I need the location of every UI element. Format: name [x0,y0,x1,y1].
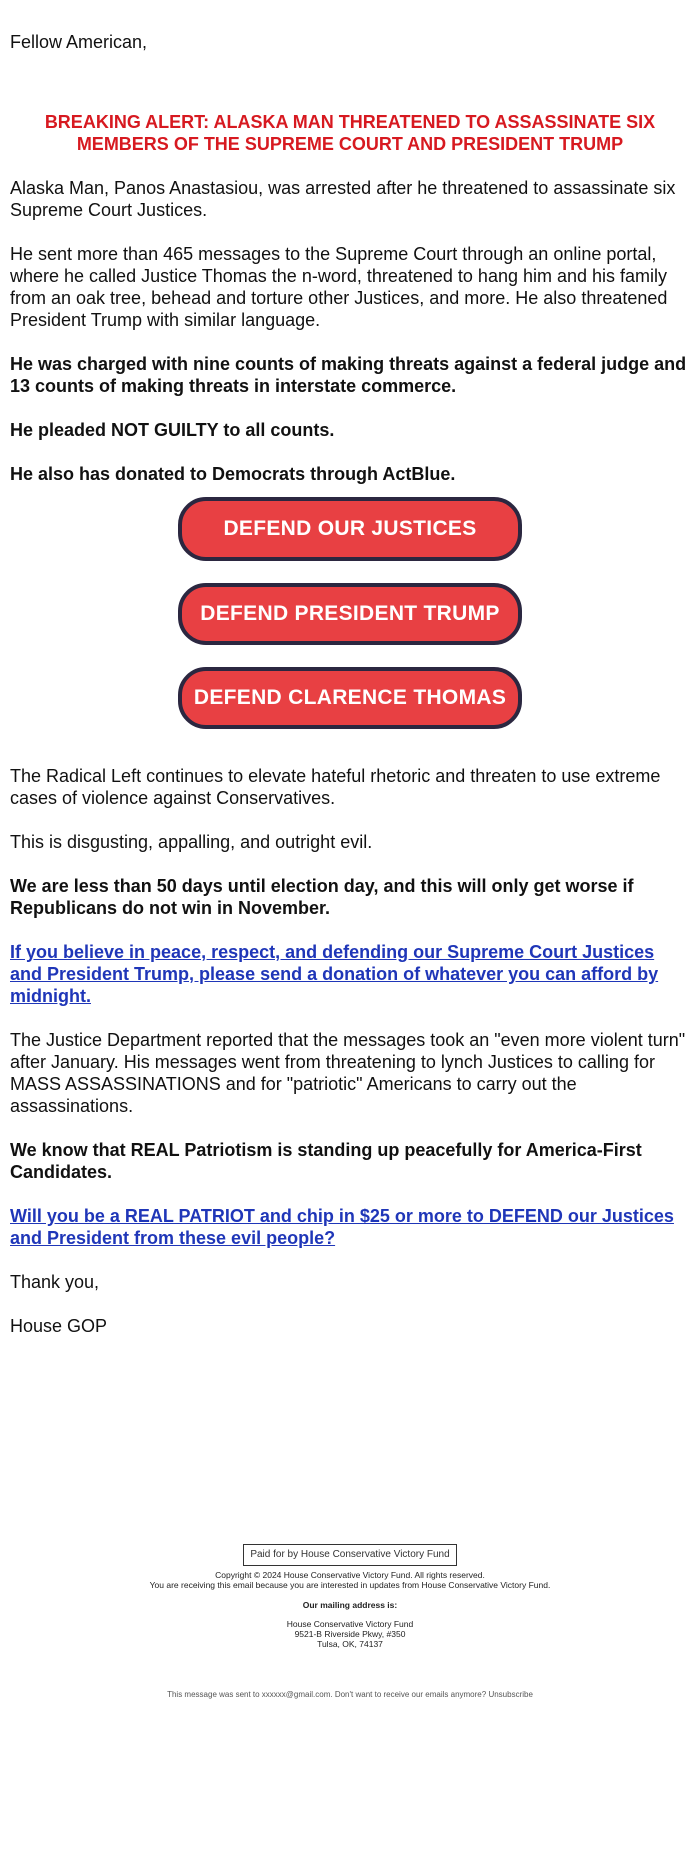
paragraph-charges: He was charged with nine counts of making threats against a federal judge and 13 counts of making threats in interstate commerce. [10,354,687,396]
sent-to-line [0,1690,700,1700]
donation-link-midnight[interactable]: If you believe in peace, respect, and defending our Supreme Court Justices and President Trump, please send a donation of whatever you can afford by midnight. [10,942,659,1006]
defend-trump-button[interactable]: DEFEND PRESIDENT TRUMP [178,583,522,645]
paragraph-real-patriotism: We know that REAL Patriotism is standing up peacefully for America-First Candidates. [10,1140,642,1182]
copyright-text: Copyright © 2024 House Conservative Victory Fund. All rights reserved. [215,1570,485,1580]
unsubscribe-link[interactable]: Unsubscribe [488,1689,533,1699]
receiving-text: You are receiving this email because you are interested in updates from House Conservative Victory Fund. [149,1580,551,1590]
mailing-address-title: Our mailing address is: [302,1600,398,1610]
cta-button-group [10,497,690,729]
defend-thomas-button[interactable]: DEFEND CLARENCE THOMAS [178,667,522,729]
paid-for-disclaimer: Paid for by House Conservative Victory Fund [243,1544,456,1566]
address-line-2: 9521-B Riverside Pkwy, #350 [294,1628,406,1639]
paragraph-election: We are less than 50 days until election day, and this will only get worse if Republicans do not win in November. [10,876,634,918]
footer [0,1544,700,1708]
paragraph-justice-department: The Justice Department reported that the messages took an "even more violent turn" after January. His messages went from threatening to lynch Justices to calling for MASS ASSASSINATIONS and for "patriotic" Americans to carry out the assassinations. [10,1030,686,1116]
donation-link-25[interactable]: Will you be a REAL PATRIOT and chip in $25 or more to DEFEND our Justices and President from these evil people? [10,1206,674,1248]
headline: BREAKING ALERT: ALASKA MAN THREATENED TO ASSASSINATE SIX MEMBERS OF THE SUPREME COURT AND PRESIDENT TRUMP [44,112,656,154]
defend-justices-button[interactable]: DEFEND OUR JUSTICES [178,497,522,561]
signoff: Thank you, [10,1272,100,1292]
address-line-3: Tulsa, OK, 74137 [317,1638,383,1649]
signature: House GOP [10,1316,108,1336]
paragraph-arrest: Alaska Man, Panos Anastasiou, was arrested after he threatened to assassinate six Supreme Court Justices. [10,178,676,220]
paragraph-radical-left: The Radical Left continues to elevate hateful rhetoric and threaten to use extreme cases of violence against Conservatives. [10,766,661,808]
paragraph-plea: He pleaded NOT GUILTY to all counts. [10,420,335,440]
paragraph-disgusting: This is disgusting, appalling, and outright evil. [10,832,373,852]
sent-to-text: This message was sent to xxxxxx@gmail.com. Don't want to receive our emails anymore? [167,1689,487,1699]
address-line-1: House Conservative Victory Fund [286,1618,414,1629]
paragraph-actblue: He also has donated to Democrats through ActBlue. [10,464,456,484]
paragraph-messages: He sent more than 465 messages to the Supreme Court through an online portal, where he called Justice Thomas the n-word, threatened to hang him and his family from an oak tree, behead and torture other Justices, and more. He also threatened President Trump with similar language. [10,244,668,330]
greeting: Fellow American, [10,32,148,52]
